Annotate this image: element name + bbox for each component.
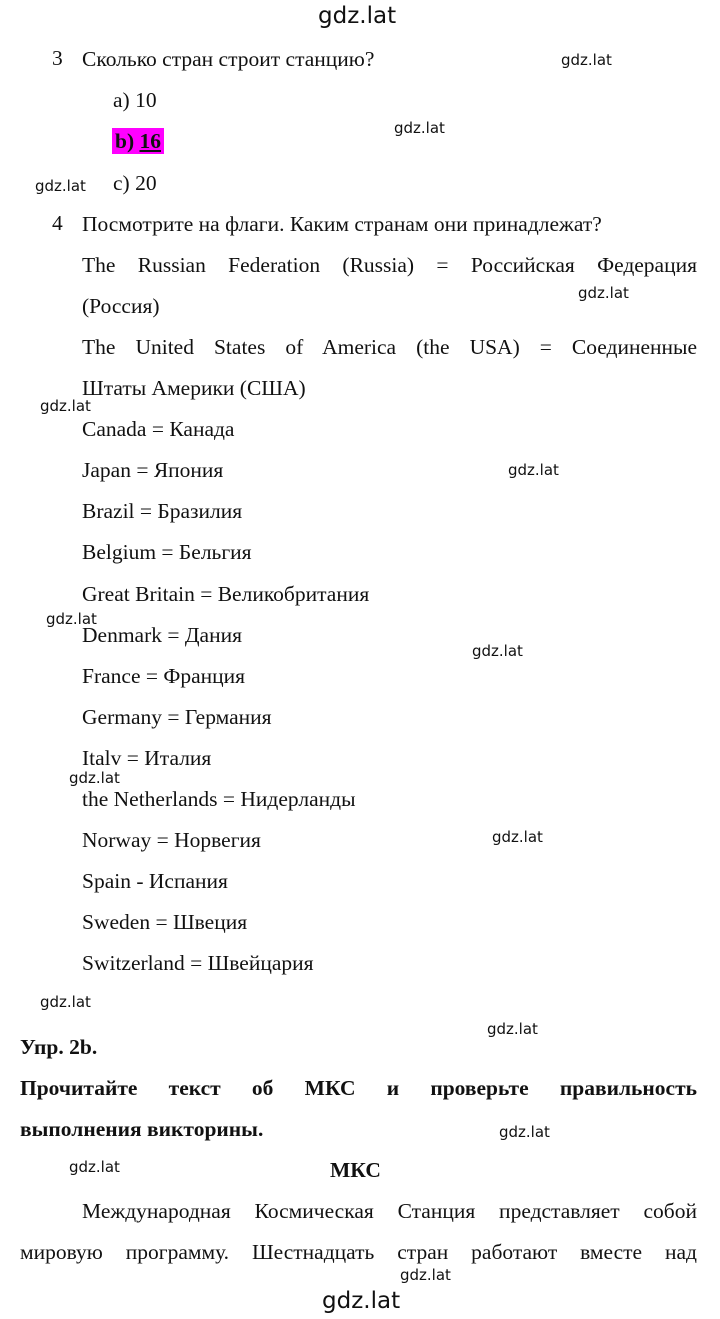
option-a: a) 10 xyxy=(113,88,157,112)
country-pair: Canada = Канада xyxy=(82,417,235,441)
country-pair: Germany = Германия xyxy=(82,705,272,729)
country-pair: Japan = Япония xyxy=(82,458,224,482)
watermark: gdz.lat xyxy=(400,1266,451,1284)
country-pair: France = Франция xyxy=(82,664,246,688)
question-number: 4 xyxy=(52,211,63,235)
watermark: gdz.lat xyxy=(40,993,91,1011)
option-b-highlighted xyxy=(112,128,164,154)
country-pair: the Netherlands = Нидерланды xyxy=(82,787,356,811)
exercise-instruction-line2: выполнения викторины. xyxy=(20,1117,264,1141)
answer-russia-line1: The Russian Federation (Russia) = Российская Федерация xyxy=(82,253,697,277)
watermark: gdz.lat xyxy=(492,828,543,846)
country-pair: Great Britain = Великобритания xyxy=(82,582,370,606)
exercise-instruction-line1: Прочитайте текст об МКС и проверьте правильность xyxy=(20,1076,697,1100)
country-pair: Sweden = Швеция xyxy=(82,910,248,934)
watermark: gdz.lat xyxy=(499,1123,550,1141)
watermark: gdz.lat xyxy=(508,461,559,479)
country-pair: Italv = Италия xyxy=(82,746,212,770)
watermark-bottom: gdz.lat xyxy=(322,1288,401,1314)
watermark: gdz.lat xyxy=(69,769,120,787)
question-number: 3 xyxy=(52,46,63,70)
watermark: gdz.lat xyxy=(578,284,629,302)
question-text: Посмотрите на флаги. Каким странам они принадлежат? xyxy=(82,212,602,236)
watermark: gdz.lat xyxy=(69,1158,120,1176)
watermark: gdz.lat xyxy=(46,610,97,628)
watermark: gdz.lat xyxy=(394,119,445,137)
country-pair: Brazil = Бразилия xyxy=(82,499,243,523)
country-pair: Belgium = Бельгия xyxy=(82,540,252,564)
country-pair: Denmark = Дания xyxy=(82,623,242,647)
answer-usa-line1: The United States of America (the USA) = Соединенные xyxy=(82,335,697,359)
watermark: gdz.lat xyxy=(40,397,91,415)
text-heading: МКС xyxy=(330,1158,381,1182)
watermark: gdz.lat xyxy=(561,51,612,69)
country-pair: Norway = Норвегия xyxy=(82,828,261,852)
exercise-title: Упр. 2b. xyxy=(20,1035,98,1059)
country-pair: Switzerland = Швейцария xyxy=(82,951,314,975)
watermark: gdz.lat xyxy=(472,642,523,660)
answer-highlight: b) 16 xyxy=(112,128,164,154)
answer-russia-line2: (Россия) xyxy=(82,294,160,318)
paragraph-line2: мировую программу. Шестнадцать стран работают вместе над xyxy=(20,1240,697,1264)
country-pair: Spain - Испания xyxy=(82,869,228,893)
question-text: Сколько стран строит станцию? xyxy=(82,47,375,71)
answer-usa-line2: Штаты Америки (США) xyxy=(82,376,306,400)
watermark-top: gdz.lat xyxy=(318,3,397,29)
watermark: gdz.lat xyxy=(35,177,86,195)
watermark: gdz.lat xyxy=(487,1020,538,1038)
option-c: c) 20 xyxy=(113,171,157,195)
paragraph-line1: Международная Космическая Станция представляет собой xyxy=(82,1199,697,1223)
